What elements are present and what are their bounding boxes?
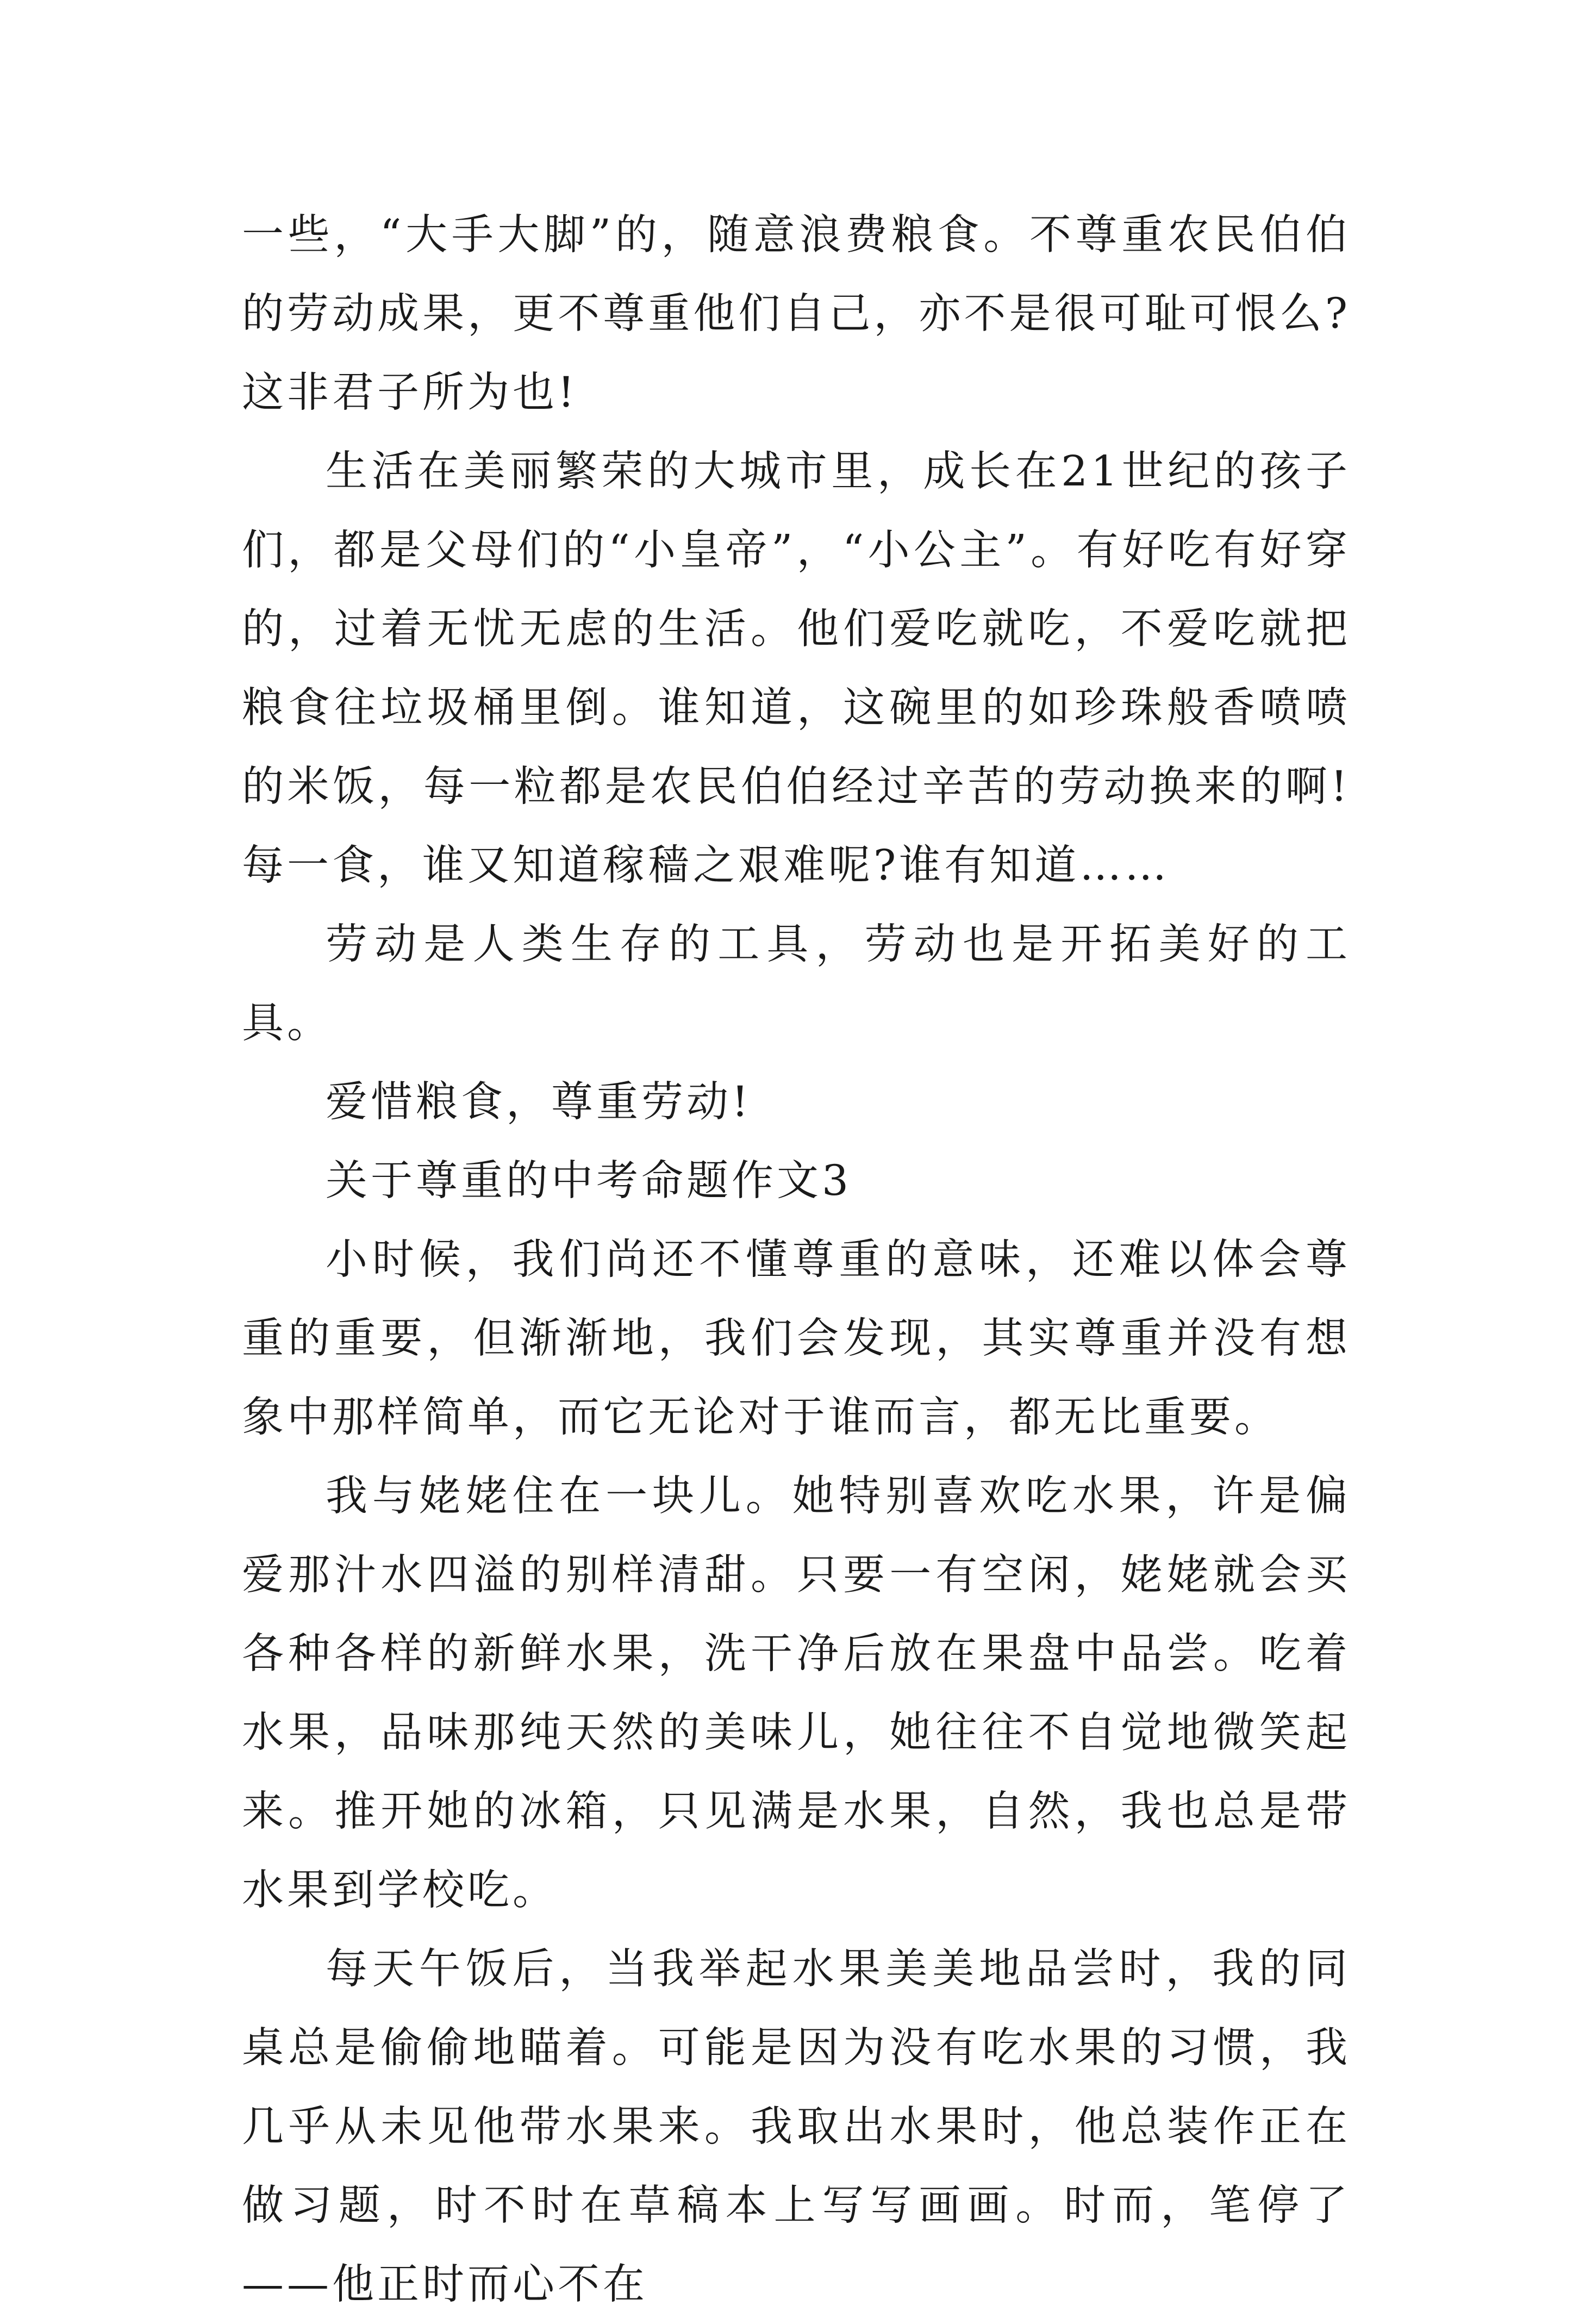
paragraph: 爱惜粮食，尊重劳动! xyxy=(326,1078,752,1126)
paragraph: 生活在美丽繁荣的大城市里，成长在21世纪的孩子们，都是父母们的“小皇帝”，“小公主”。有好吃有好穿的，过着无忧无虑的生活。他们爱吃就吃，不爱吃就把粮食往垃圾桶里倒。谁知道，这碗里的如珍珠般香喷喷的米饭，每一粒都是农民伯伯经过辛苦的劳动换来的啊!每一食，谁又知道稼穑之艰难呢?谁有知道…… xyxy=(242,447,1351,890)
paragraph: 每天午饭后，当我举起水果美美地品尝时，我的同桌总是偷偷地瞄着。可能是因为没有吃水果的习惯，我几乎从未见他带水果来。我取出水果时，他总装作正在做习题，时不时在草稿本上写写画画。时而，笔停了——他正时而心不在 xyxy=(242,1945,1351,2309)
paragraph: 小时候，我们尚还不懂尊重的意味，还难以体会尊重的重要，但渐渐地，我们会发现，其实尊重并没有想象中那样简单，而它无论对于谁而言，都无比重要。 xyxy=(242,1236,1351,1442)
section-heading: 关于尊重的中考命题作文3 xyxy=(326,1157,852,1205)
paragraph: 劳动是人类生存的工具，劳动也是开拓美好的工具。 xyxy=(242,920,1351,1048)
paragraph-continued: 一些，“大手大脚”的，随意浪费粮食。不尊重农民伯伯的劳动成果，更不尊重他们自己，亦不是很可耻可恨么?这非君子所为也! xyxy=(242,211,1351,417)
paragraph: 我与姥姥住在一块儿。她特别喜欢吃水果，许是偏爱那汁水四溢的别样清甜。只要一有空闲，姥姥就会买各种各样的新鲜水果，洗干净后放在果盘中品尝。吃着水果，品味那纯天然的美味儿，她往往不自觉地微笑起来。推开她的冰箱，只见满是水果，自然，我也总是带水果到学校吃。 xyxy=(242,1472,1351,1915)
body-text xyxy=(242,196,1351,2324)
